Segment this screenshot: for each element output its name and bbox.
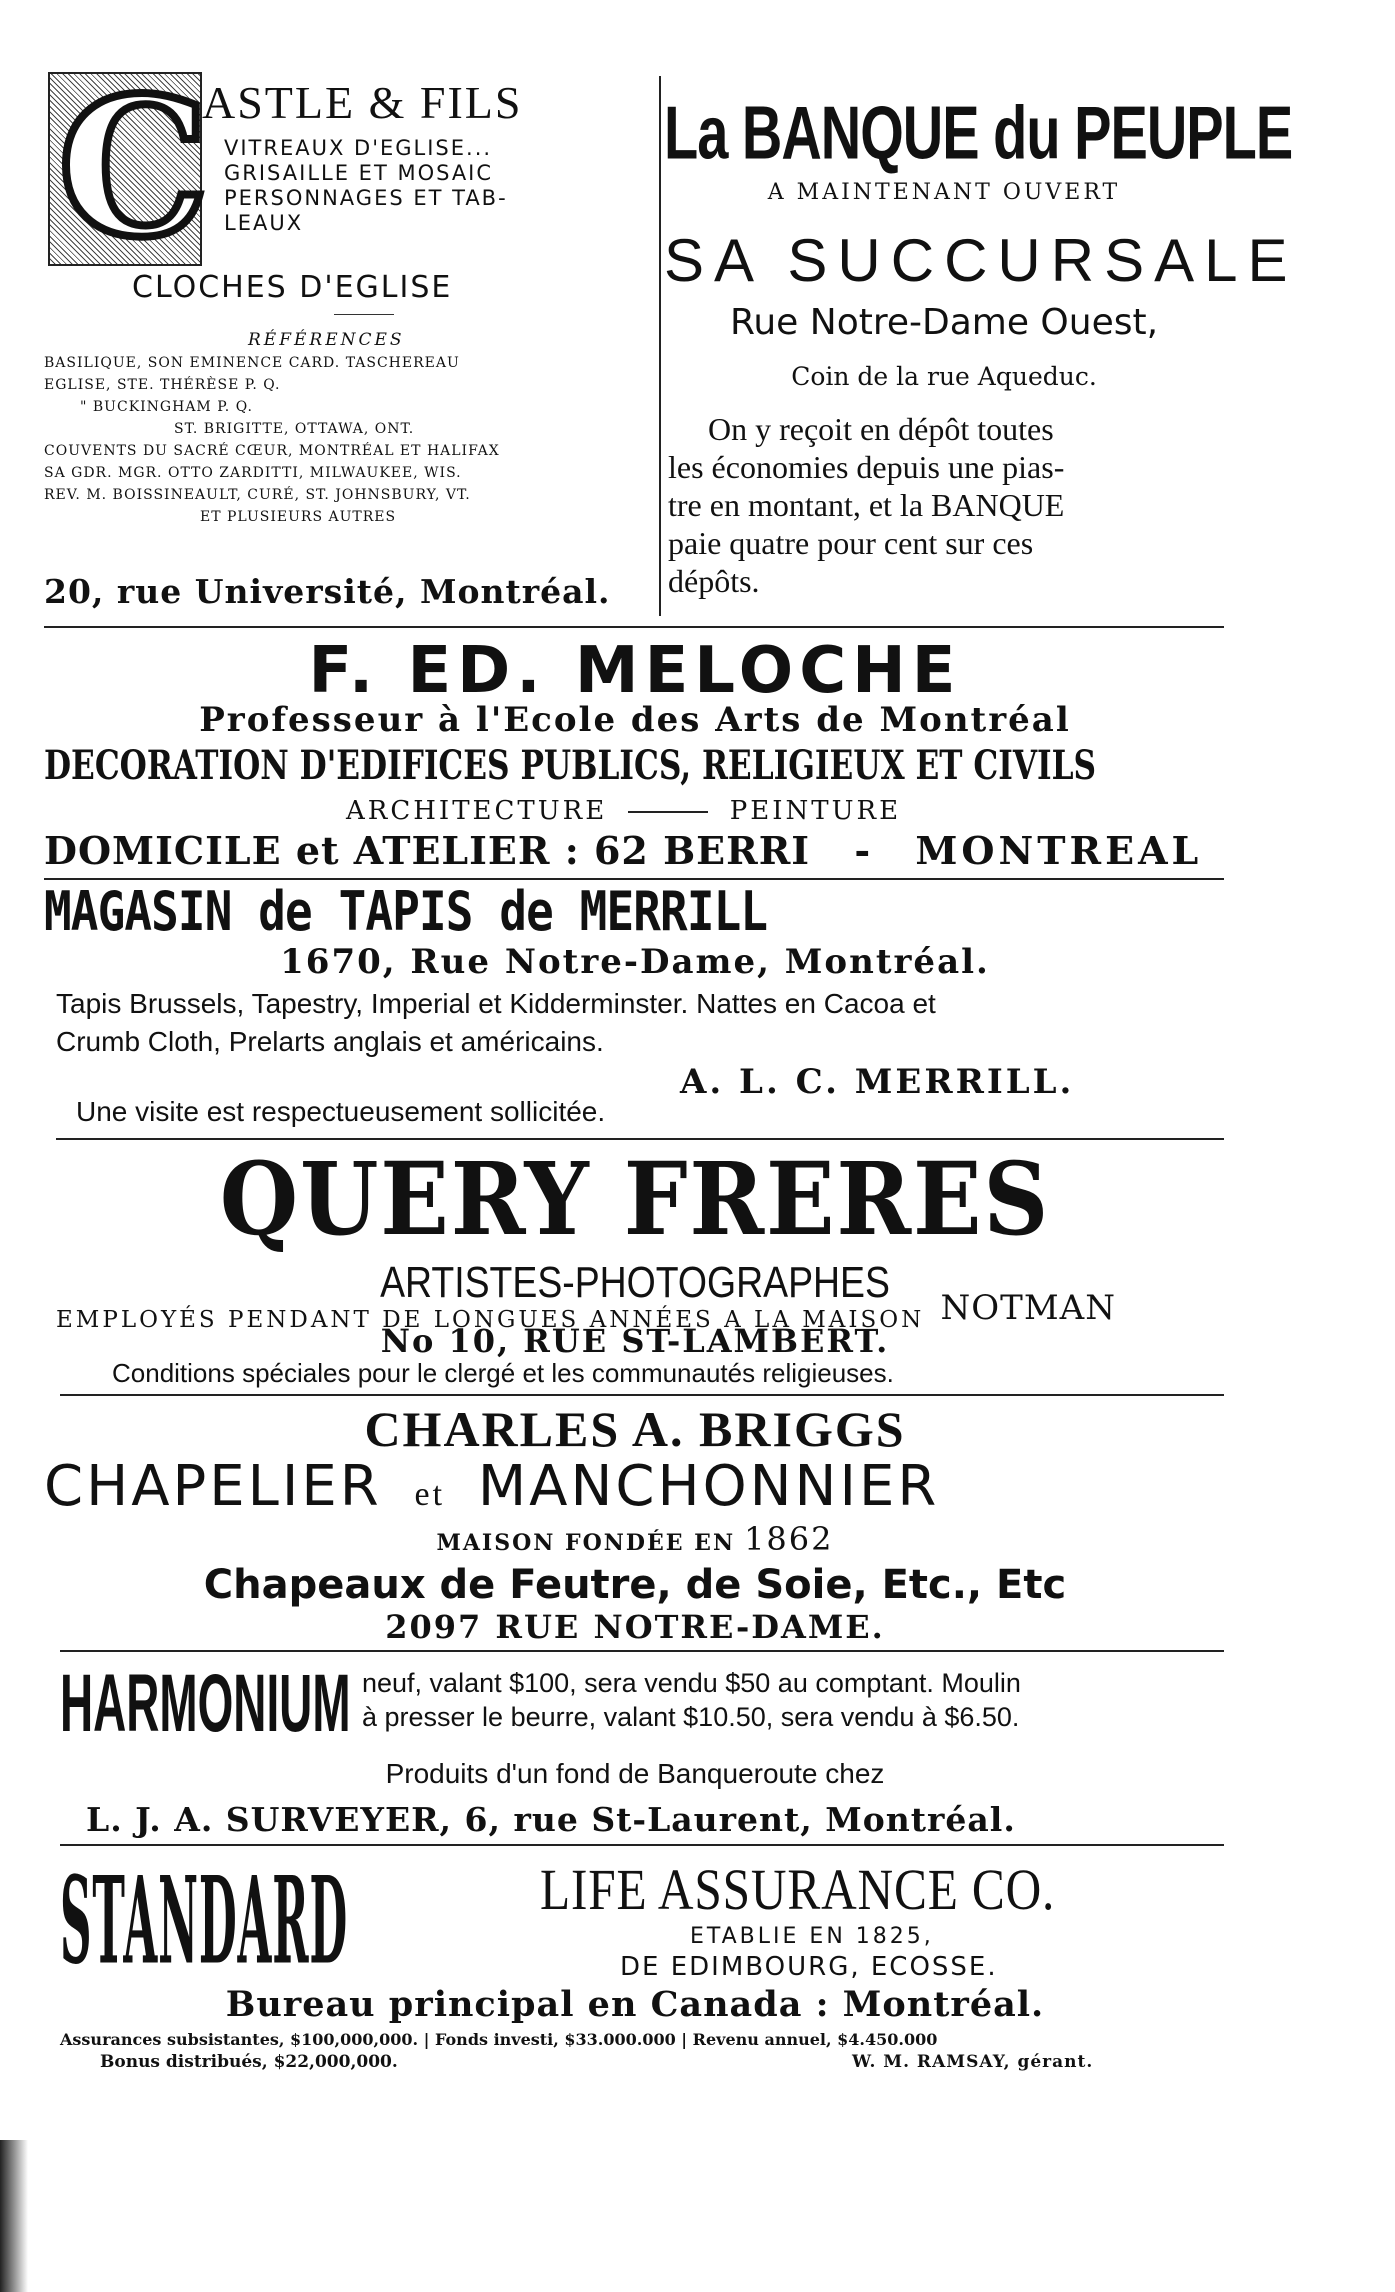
page-edge-shadow bbox=[0, 2140, 28, 2292]
harmonium-line3: Produits d'un fond de Banqueroute chez bbox=[385, 1758, 885, 1789]
standard-line6b: W. M. RAMSAY, gérant. bbox=[852, 2052, 1094, 2072]
domicile-address: DOMICILE et ATELIER : 62 BERRI bbox=[44, 828, 811, 873]
query-line4: Conditions spéciales pour le clergé et les communautés religieuses. bbox=[112, 1358, 894, 1388]
banque-line2: SA SUCCURSALE bbox=[664, 227, 1298, 294]
architecture-label: ARCHITECTURE bbox=[346, 796, 608, 826]
query-title: QUERY FRERES bbox=[219, 1140, 1051, 1258]
cloches-heading: CLOCHES D'EGLISE bbox=[132, 270, 453, 305]
query-line1: ARTISTES-PHOTOGRAPHES bbox=[380, 1258, 890, 1307]
ref-line: ET PLUSIEURS AUTRES bbox=[200, 509, 397, 525]
banque-para-line: tre en montant, et la BANQUE bbox=[668, 487, 1065, 523]
references-list bbox=[44, 352, 500, 528]
banque-para-line: On y reçoit en dépôt toutes bbox=[708, 411, 1054, 447]
standard-line5: Assurances subsistantes, $100,000,000. | Fonds investi, $33.000.000 | Revenu annuel, $4.450.000 bbox=[60, 2030, 938, 2049]
standard-line4: Bureau principal en Canada : Montréal. bbox=[225, 1984, 1045, 2025]
meloche-line3 bbox=[346, 796, 901, 826]
merrill-address: 1670, Rue Notre-Dame, Montréal. bbox=[280, 942, 990, 982]
banque-line3: Rue Notre-Dame Ouest, bbox=[729, 302, 1159, 343]
castle-line: GRISAILLE ET MOSAIC bbox=[224, 161, 494, 185]
et-text: et bbox=[414, 1476, 446, 1513]
rule-1 bbox=[44, 626, 1224, 628]
briggs-name: CHARLES A. BRIGGS bbox=[364, 1401, 906, 1457]
peinture-label: PEINTURE bbox=[729, 796, 902, 826]
ref-line: ST. BRIGITTE, OTTAWA, ONT. bbox=[174, 421, 415, 437]
briggs-line3: Chapeaux de Feutre, de Soie, Etc., Etc bbox=[203, 1562, 1067, 1608]
ornate-initial-c bbox=[48, 56, 210, 279]
merrill-title: MAGASIN de TAPIS de MERRILL bbox=[44, 880, 768, 943]
employes-text: EMPLOYÉS PENDANT DE LONGUES ANNÉES A LA MAISON bbox=[56, 1307, 925, 1333]
standard-line2: ETABLIE EN 1825, bbox=[690, 1924, 934, 1949]
banque-para-line: paie quatre pour cent sur ces bbox=[668, 525, 1034, 561]
standard-line3: DE EDIMBOURG, ECOSSE. bbox=[620, 1952, 998, 1982]
notman-text: NOTMAN bbox=[940, 1288, 1116, 1328]
hyphen-sep: - bbox=[854, 828, 872, 873]
meloche-line1: Professeur à l'Ecole des Arts de Montréal bbox=[199, 700, 1071, 740]
maison-fondee-text: MAISON FONDÉE EN bbox=[436, 1530, 736, 1556]
castle-line: LEAUX bbox=[224, 211, 304, 235]
castle-title: ASTLE & FILS bbox=[202, 77, 523, 128]
ref-line: COUVENTS DU SACRÉ CŒUR, MONTRÉAL ET HALIFAX bbox=[44, 443, 500, 459]
references-heading: RÉFÉRENCES bbox=[248, 330, 405, 350]
harmonium-line1: neuf, valant $100, sera vendu $50 au comptant. Moulin bbox=[362, 1668, 1021, 1698]
briggs-line1 bbox=[44, 1454, 939, 1519]
query-line3: No 10, RUE ST-LAMBERT. bbox=[380, 1322, 890, 1360]
merrill-line1: Tapis Brussels, Tapestry, Imperial et Kidderminster. Nattes en Cacoa et bbox=[56, 988, 936, 1019]
montreal-label: MONTREAL bbox=[915, 828, 1203, 873]
initial-letter: C bbox=[58, 56, 210, 279]
year-text: 1862 bbox=[744, 1520, 834, 1558]
rule-6 bbox=[60, 1844, 1224, 1846]
ref-line: " BUCKINGHAM P. Q. bbox=[80, 399, 253, 415]
meloche-line4 bbox=[44, 828, 1202, 873]
castle-line: PERSONNAGES ET TAB- bbox=[224, 186, 508, 210]
castle-ad bbox=[44, 56, 644, 611]
castle-lines bbox=[224, 136, 508, 236]
merrill-sign: A. L. C. MERRILL. bbox=[680, 1062, 1075, 1102]
merrill-line2: Crumb Cloth, Prelarts anglais et américains. bbox=[56, 1026, 604, 1057]
ref-line: SA GDR. MGR. OTTO ZARDITTI, MILWAUKEE, WIS. bbox=[44, 465, 462, 481]
divider-dash bbox=[334, 314, 394, 315]
banque-line1: A MAINTENANT OUVERT bbox=[767, 180, 1121, 205]
harmonium-title: HARMONIUM bbox=[60, 1657, 351, 1749]
banque-para-line: dépôts. bbox=[668, 563, 760, 599]
rule-5 bbox=[60, 1650, 1224, 1652]
standard-line6: Bonus distribués, $22,000,000. bbox=[100, 2052, 398, 2072]
briggs-line2 bbox=[40, 1520, 1230, 1558]
briggs-line4: 2097 RUE NOTRE-DAME. bbox=[385, 1608, 885, 1646]
banque-para-line: les économies depuis une pias- bbox=[668, 449, 1065, 485]
banque-ad bbox=[664, 76, 1298, 616]
column-divider bbox=[659, 76, 661, 616]
banque-title: La BANQUE du PEUPLE bbox=[664, 89, 1293, 175]
harmonium-line4: L. J. A. SURVEYER, 6, rue St-Laurent, Montréal. bbox=[86, 1800, 1016, 1839]
dash-separator bbox=[628, 811, 708, 813]
rule-4 bbox=[60, 1394, 1224, 1396]
meloche-line2: DECORATION D'EDIFICES PUBLICS, RELIGIEUX ET CIVILS bbox=[44, 742, 1097, 789]
ref-line: EGLISE, STE. THÉRÈSE P. Q. bbox=[44, 377, 281, 393]
harmonium-line2: à presser le beurre, valant $10.50, sera vendu à $6.50. bbox=[362, 1702, 1020, 1732]
banque-paragraph bbox=[668, 410, 1228, 600]
merrill-line3: Une visite est respectueusement sollicitée. bbox=[76, 1096, 606, 1127]
ref-line: BASILIQUE, SON EMINENCE CARD. TASCHEREAU bbox=[44, 355, 460, 371]
meloche-name: F. ED. MELOCHE bbox=[308, 634, 962, 708]
castle-address: 20, rue Université, Montréal. bbox=[44, 572, 611, 611]
castle-line: VITREAUX D'EGLISE... bbox=[224, 136, 493, 160]
banque-line4: Coin de la rue Aqueduc. bbox=[791, 362, 1097, 391]
standard-title: STANDARD bbox=[60, 1850, 349, 1992]
query-line2 bbox=[56, 1270, 1116, 1333]
manchonnier-text: MANCHONNIER bbox=[477, 1454, 940, 1519]
standard-line1: LIFE ASSURANCE CO. bbox=[540, 1857, 1056, 1922]
ref-line: REV. M. BOISSINEAULT, CURÉ, ST. JOHNSBURY, VT. bbox=[44, 487, 471, 503]
chapelier-text: CHAPELIER bbox=[44, 1454, 382, 1519]
